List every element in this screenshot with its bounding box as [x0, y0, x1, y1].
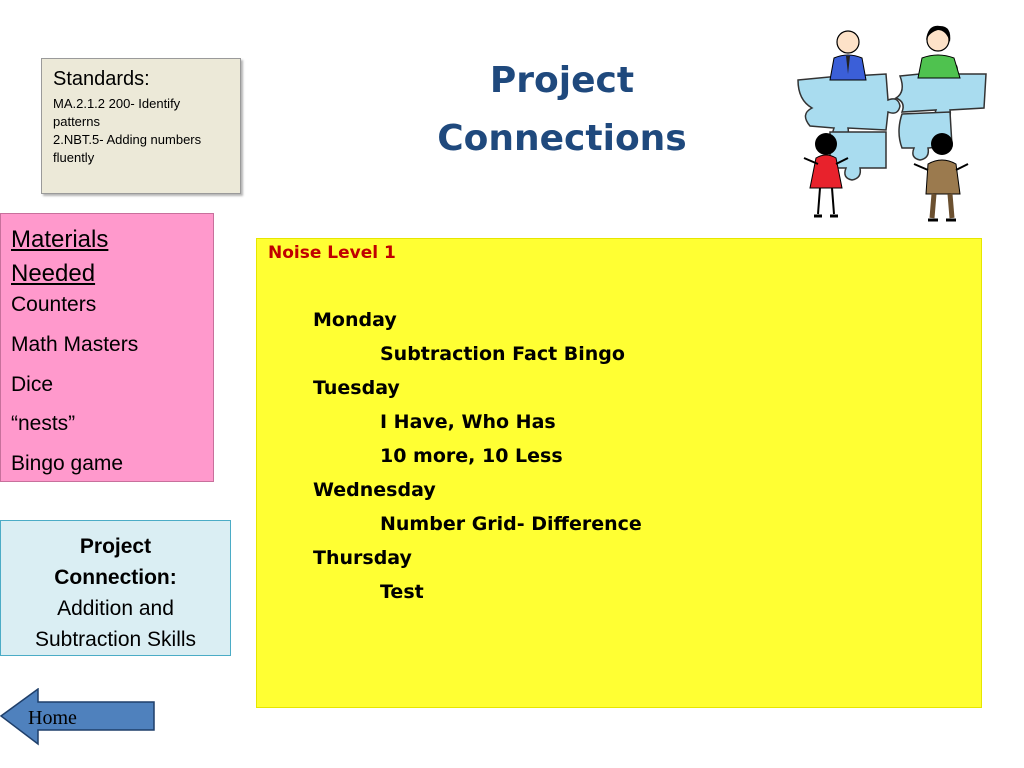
project-connection-box [0, 520, 231, 656]
schedule-activity: 10 more, 10 Less [380, 445, 563, 467]
materials-heading-line-2: Needed [11, 260, 96, 287]
standards-line-3: 2.NBT.5- Adding numbers [53, 132, 202, 147]
schedule-box [256, 238, 982, 708]
schedule-activity: Subtraction Fact Bingo [380, 343, 625, 365]
page-title-line-1: Project [489, 60, 635, 101]
schedule-day-monday: Monday [313, 309, 397, 331]
materials-item: Counters [11, 293, 97, 316]
connection-text-line-2: Subtraction Skills [34, 628, 197, 651]
schedule-activity: Test [380, 581, 424, 603]
standards-heading: Standards: [53, 68, 150, 90]
standards-line-1: MA.2.1.2 200- Identify [53, 96, 181, 111]
schedule-activity: I Have, Who Has [380, 411, 556, 433]
home-button-label[interactable]: Home [28, 707, 77, 729]
standards-line-2: patterns [53, 114, 100, 129]
standards-box [41, 58, 241, 194]
noise-level-label: Noise Level 1 [268, 243, 396, 263]
materials-item: Bingo game [11, 451, 124, 475]
connection-heading-line-1: Project [79, 535, 152, 558]
schedule-day-thursday: Thursday [313, 547, 412, 569]
schedule-activity: Number Grid- Difference [380, 513, 642, 535]
materials-item: “nests” [11, 412, 76, 435]
page-title [392, 52, 732, 168]
materials-heading-line-1: Materials [11, 226, 109, 253]
puzzle-people-icon [790, 18, 990, 224]
page-title-line-2: Connections [437, 118, 687, 159]
standards-line-4: fluently [53, 150, 95, 165]
connection-text-line-1: Addition and [57, 597, 174, 620]
schedule-day-wednesday: Wednesday [313, 479, 436, 501]
schedule-day-tuesday: Tuesday [313, 377, 400, 399]
left-arrow-icon [1, 689, 154, 744]
materials-item: Math Masters [11, 333, 139, 356]
materials-box [0, 213, 214, 482]
home-button[interactable] [0, 688, 158, 746]
materials-item: Dice [11, 372, 54, 396]
connection-heading-line-2: Connection: [54, 566, 177, 589]
